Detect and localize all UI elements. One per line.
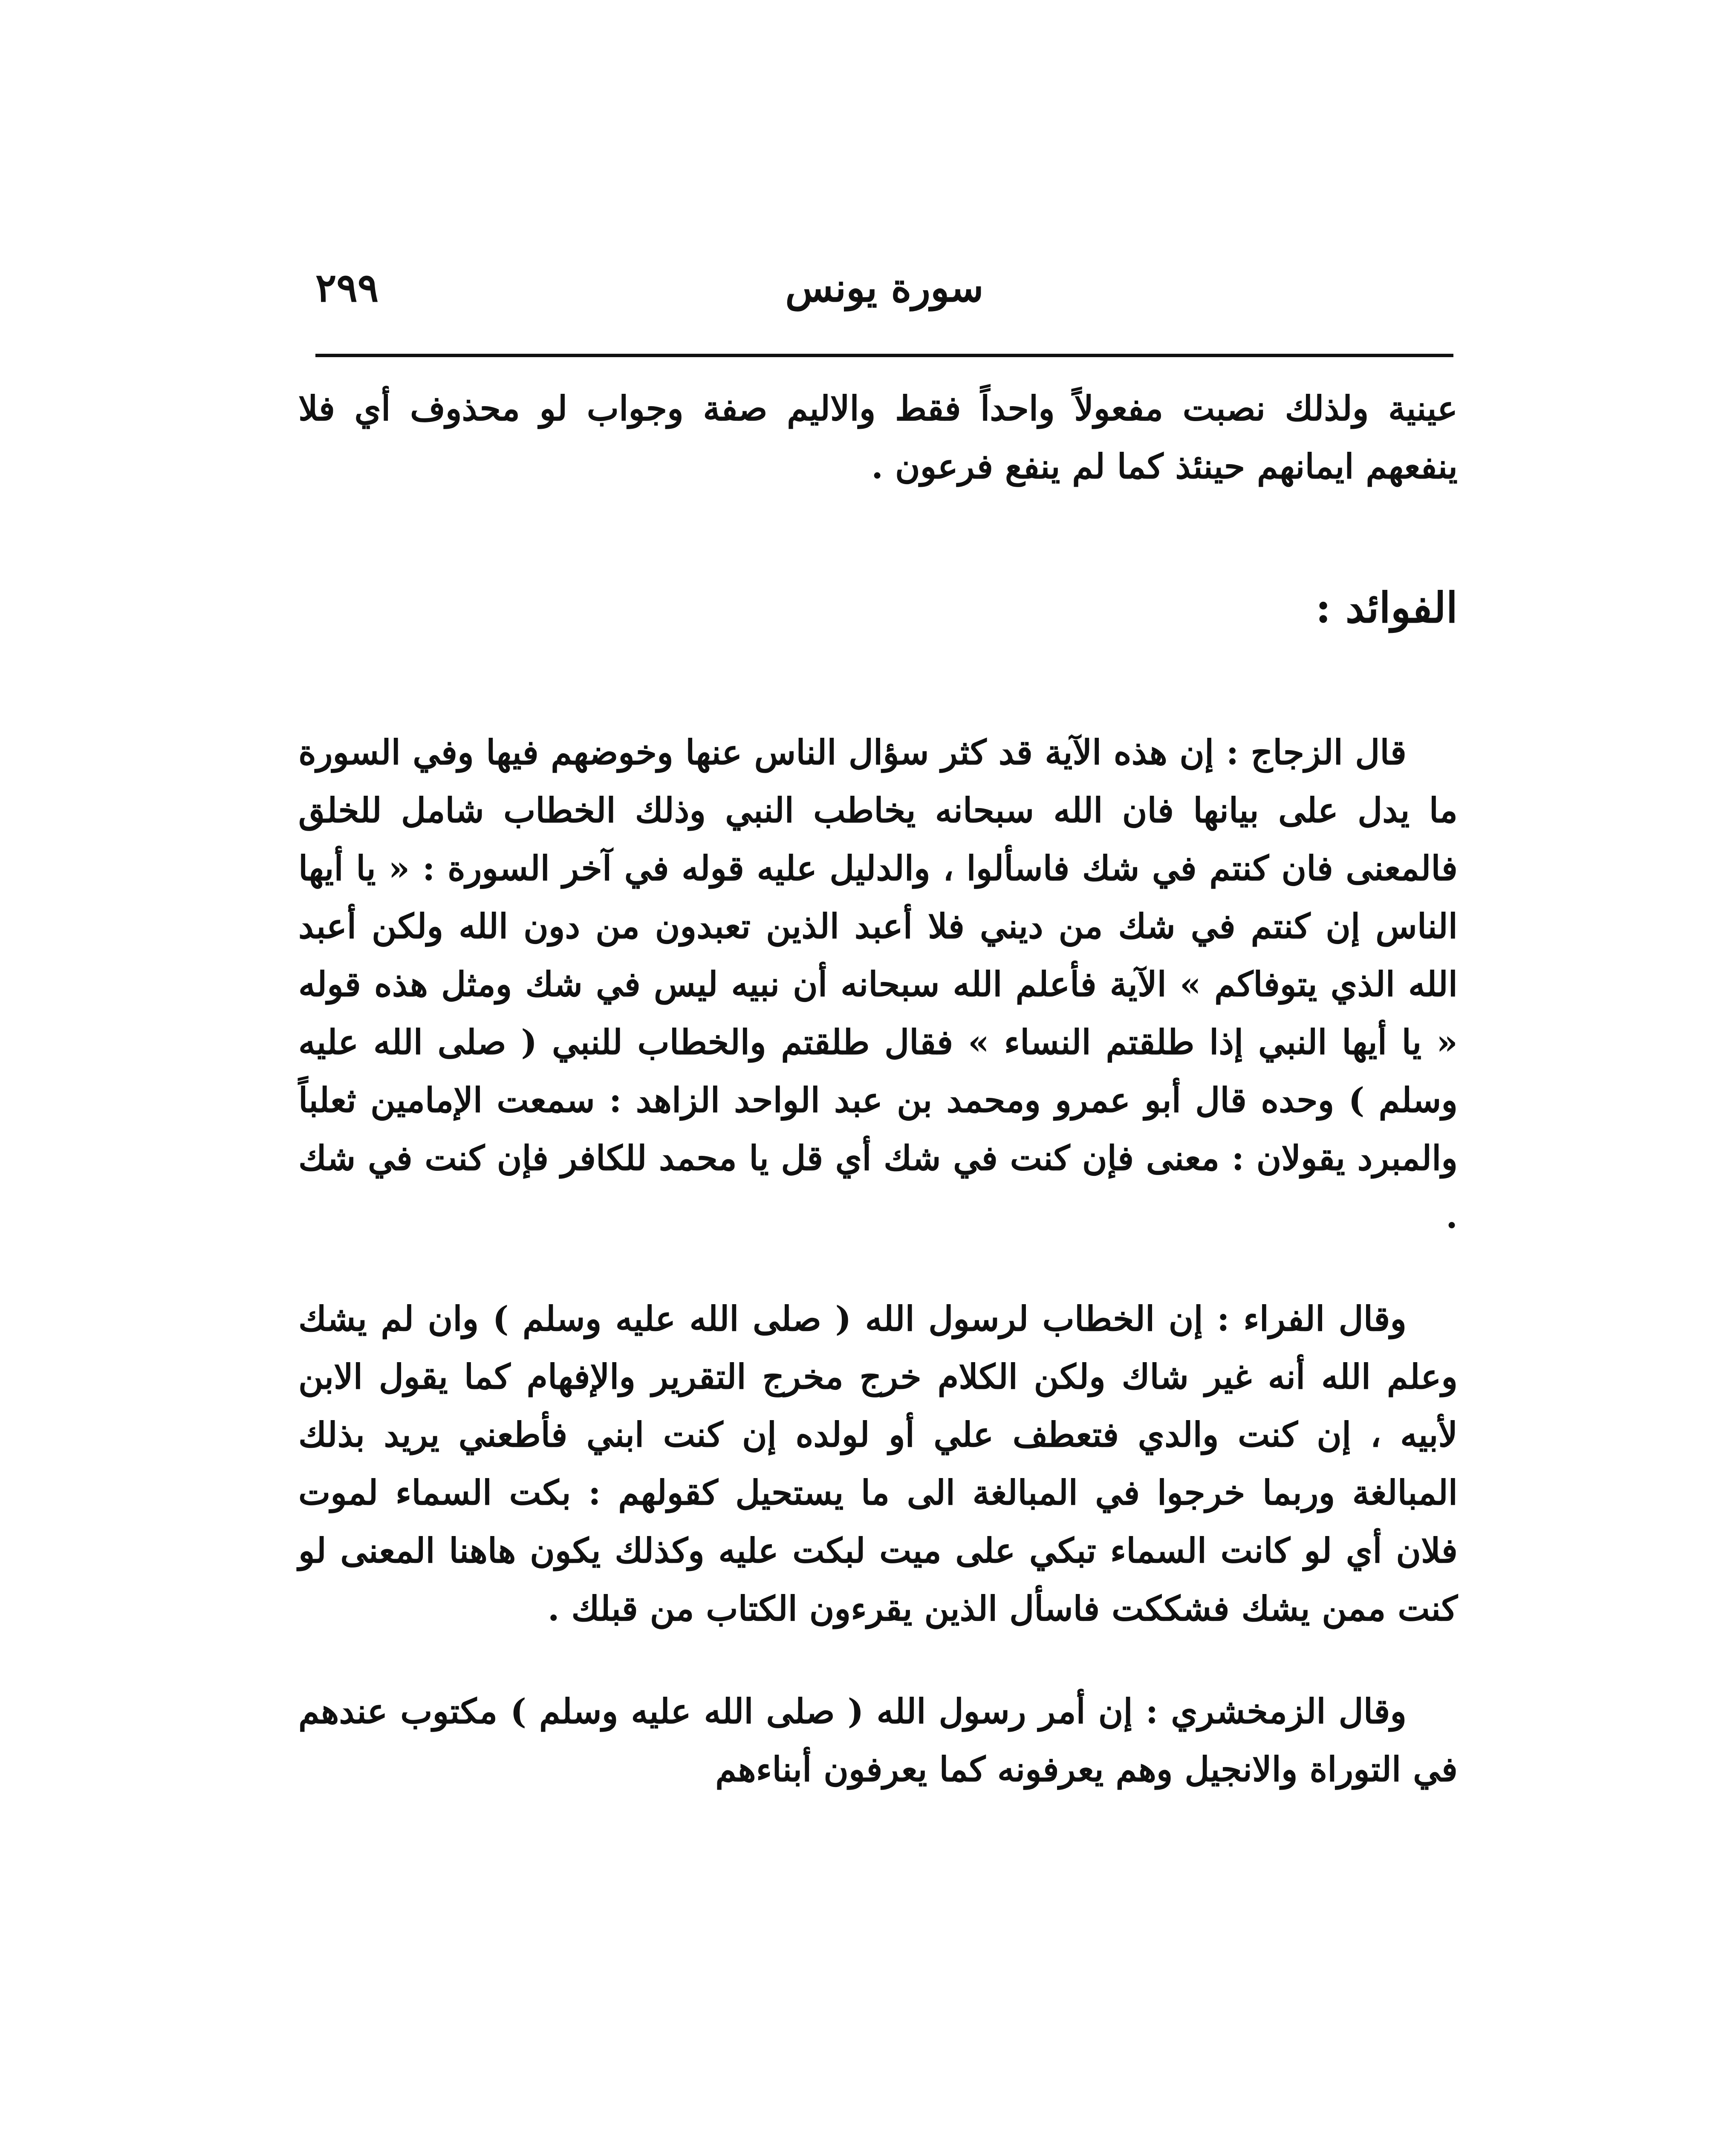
paragraph-gap bbox=[298, 1245, 1458, 1290]
section-heading: الفوائد : bbox=[1315, 583, 1458, 632]
page-header bbox=[315, 256, 1453, 324]
page-body bbox=[298, 379, 1458, 1798]
paragraph-zajjaj: قال الزجاج : إن هذه الآية قد كثر سؤال الناس عنها وخوضهم فيها وفي السورة ما يدل على بيانها فان الله سبحانه يخاطب النبي وذلك الخطاب شامل للخلق فالمعنى فان كنتم في شك فاسألوا ، والدليل عليه قوله في آخر السورة : « يا أيها الناس إن كنتم في شك من ديني فلا أعبد الذين تعبدون من دون الله ولكن أعبد الله الذي يتوفاكم » الآية فأعلم الله سبحانه أن نبيه ليس في شك ومثل هذه قوله « يا أيها النبي إذا طلقتم النساء » فقال طلقتم والخطاب للنبي ( صلى الله عليه وسلم ) وحده قال أبو عمرو ومحمد بن عبد الواحد الزاهد : سمعت الإمامين ثعلباً والمبرد يقولان : معنى فإن كنت في شك أي قل يا محمد للكافر فإن كنت في شك . bbox=[298, 732, 1458, 1236]
paragraph-gap bbox=[298, 1637, 1458, 1682]
running-title: سورة يونس bbox=[785, 265, 984, 311]
paragraph-zamakhshari: وقال الزمخشري : إن أمر رسول الله ( صلى الله عليه وسلم ) مكتوب عندهم في التوراة والانجيل وهم يعرفونه كما يعرفون أبناءهم bbox=[298, 1691, 1458, 1789]
paragraph-farra: وقال الفراء : إن الخطاب لرسول الله ( صلى الله عليه وسلم ) وان لم يشك وعلم الله أنه غير شاك ولكن الكلام خرج مخرج التقرير والإفهام كما يقول الابن لأبيه ، إن كنت والدي فتعطف علي أو لولده إن كنت ابني فأطعني يريد بذلك المبالغة وربما خرجوا في المبالغة الى ما يستحيل كقولهم : بكت السماء لموت فلان أي لو كانت السماء تبكي على ميت لبكت عليه وكذلك يكون هاهنا المعنى لو كنت ممن يشك فشككت فاسأل الذين يقرءون الكتاب من قبلك . bbox=[298, 1299, 1458, 1629]
intro-paragraph: عينية ولذلك نصبت مفعولاً واحداً فقط والاليم صفة وجواب لو محذوف أي فلا ينفعهم ايمانهم حينئذ كما لم ينفع فرعون . bbox=[298, 388, 1458, 486]
page-number: ٢٩٩ bbox=[315, 265, 379, 311]
header-rule bbox=[315, 354, 1453, 357]
